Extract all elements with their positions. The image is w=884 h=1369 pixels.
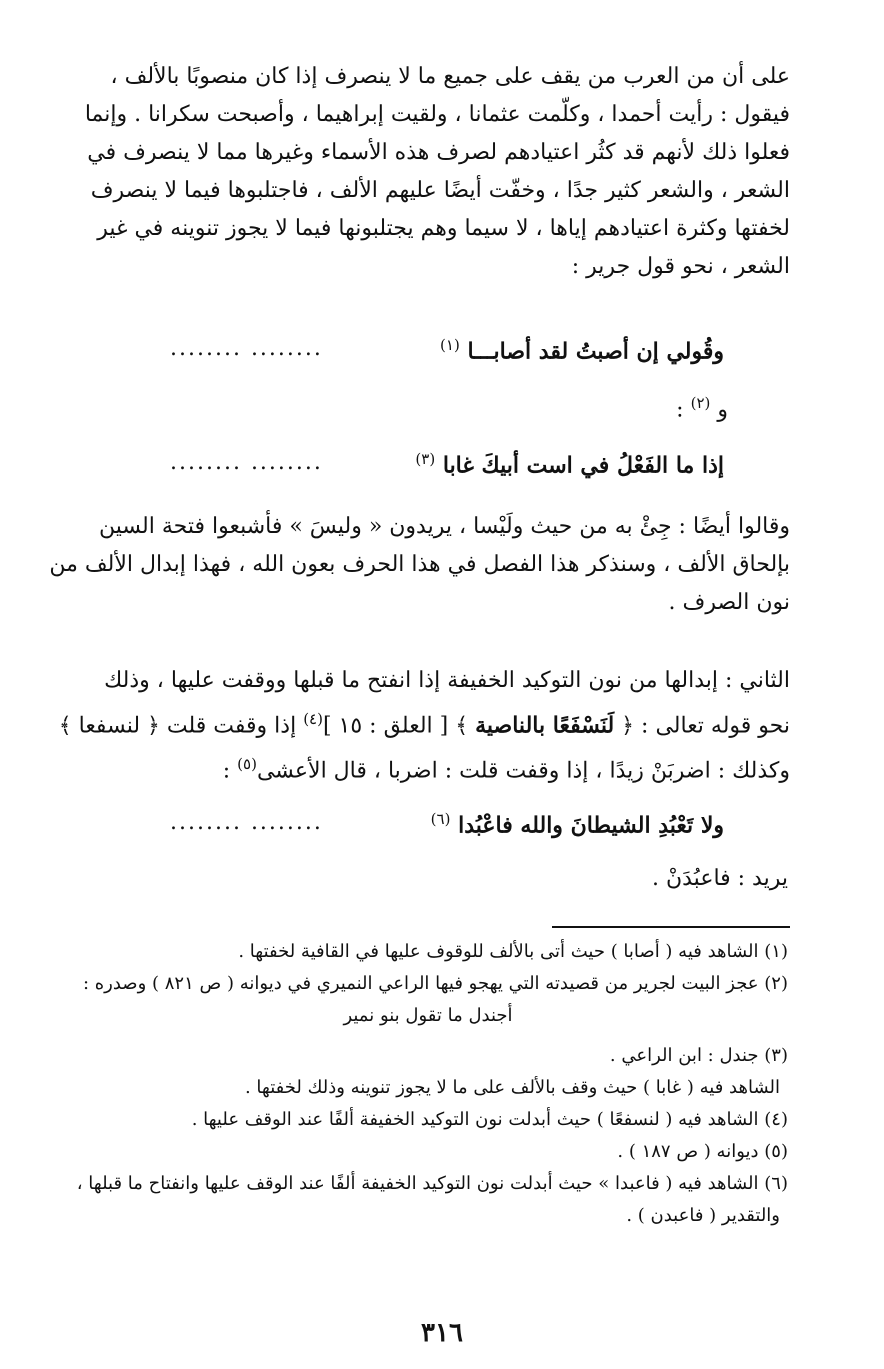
text-line [48,700,790,745]
verse-hemistich [415,450,724,478]
verse-text: وقُولي إن أصبتُ لقد أصابـــا [467,338,724,365]
footnote: (٥) ديوانه ( ص ١٨٧ ) . [617,1141,788,1162]
paragraph-1 [48,58,790,286]
verse-3 [170,810,724,850]
verse-hemistich [440,336,724,364]
text-line: الثاني : إبدالها من نون التوكيد الخفيفة إذا انفتح ما قبلها ووقفت عليها ، وذلك [104,668,790,693]
verse-text: إذا ما الفَعْلُ في است أبيكَ غابا [442,452,724,479]
connector-line [676,394,728,422]
verse-dots: ........ ........ [170,336,323,361]
verse-1 [170,336,724,376]
footnotes [48,936,788,1232]
text-line: لخفتها وكثرة اعتيادهم إياها ، لا سيما وهم يجتلبونها فيما لا يجوز تنوينه في غير [97,216,790,241]
text-line: فعلوا ذلك لأنهم قد كثُر اعتيادهم لصرف هذه الأسماء وغيرها مما لا ينصرف في [87,140,790,165]
text-line: وقالوا أيضًا : جِئْ به من حيث ولَيْسا ، يريدون « وليسَ » فأشبعوا فتحة السين [99,514,790,539]
quran-quote: لَنَسْفَعًا بالناصية [475,712,615,739]
verse-dots: ........ ........ [170,450,323,475]
paragraph-2 [48,508,790,622]
footnote-ref: (٥) [237,755,257,774]
text-segment: وكذلك : اضربَنْ زيدًا ، إذا وقفت قلت : اضربا ، قال الأعشى [256,758,790,784]
footnote-ref: (٦) [430,810,451,828]
footnote-ref: (٤) [303,710,323,728]
footnote: (٢) عجز البيت لجرير من قصيدته التي يهجو فيها الراعي النميري في ديوانه ( ص ٨٢١ ) وصدره : [82,973,788,994]
footnote-divider [552,926,790,928]
footnote: والتقدير ( فاعبدن ) . [626,1205,780,1226]
page-number: ٣١٦ [421,1318,463,1348]
paragraph-3 [48,662,790,791]
yurid-line: يريد : فاعبُدَنْ . [651,866,788,891]
text-line [48,745,790,790]
text-line: الشعر ، والشعر كثير جدًا ، وخفّت أيضًا عليهم الألف ، فاجتلبوها فيما لا ينصرف [90,178,790,203]
text-segment: نحو قوله تعالى : ﴿ [614,713,790,739]
text-line: بإلحاق الألف ، وسنذكر هذا الفصل في هذا الحرف بعون الله ، فهذا إبدال الألف من [49,552,790,577]
footnote: (٤) الشاهد فيه ( لنسفعًا ) حيث أبدلت نون التوكيد الخفيفة ألفًا عند الوقف عليها . [191,1109,788,1130]
verse-text: ولا تَعْبُدِ الشيطانَ والله فاعْبُدا [458,812,724,839]
verse-hemistich [431,810,724,838]
footnote: (١) الشاهد فيه ( أصابا ) حيث أتى بالألف للوقوف عليها في القافية لخفتها . [238,941,788,962]
text-segment: إذا وقفت قلت ﴿ لنسفعا ﴾ [58,713,304,739]
footnote-ref: (١) [440,336,460,354]
footnote-ref: (٣) [415,450,436,468]
footnote: (٦) الشاهد فيه ( فاعبدا » حيث أبدلت نون التوكيد الخفيفة ألفًا عند الوقف عليها وانفتاح ما قبلها ، [76,1173,788,1194]
text-line: على أن من العرب من يقف على جميع ما لا ينصرف إذا كان منصوبًا بالألف ، [110,64,790,89]
text-line: فيقول : رأيت أحمدا ، وكلّمت عثمانا ، ولقيت إبراهيما ، وأصبحت سكرانا . وإنما [84,102,790,127]
text-segment: ﴾ [ العلق : ١٥ ] [322,713,476,739]
connector-waw: و [717,397,728,423]
text-segment: : [222,758,238,784]
text-line: نون الصرف . [668,590,790,615]
verse-2 [170,450,724,490]
text-line: الشعر ، نحو قول جرير : [571,254,790,279]
footnote-ref: (٢) [690,394,711,412]
footnote-verse: أجندل ما تقول بنو نمير [343,1005,513,1026]
verse-dots: ........ ........ [170,810,323,835]
footnote: (٣) جندل : ابن الراعي . [609,1045,788,1066]
footnote: الشاهد فيه ( غابا ) حيث وقف بالألف على ما لا يجوز تنوينه وذلك لخفتها . [244,1077,780,1098]
connector-colon: : [676,397,684,423]
